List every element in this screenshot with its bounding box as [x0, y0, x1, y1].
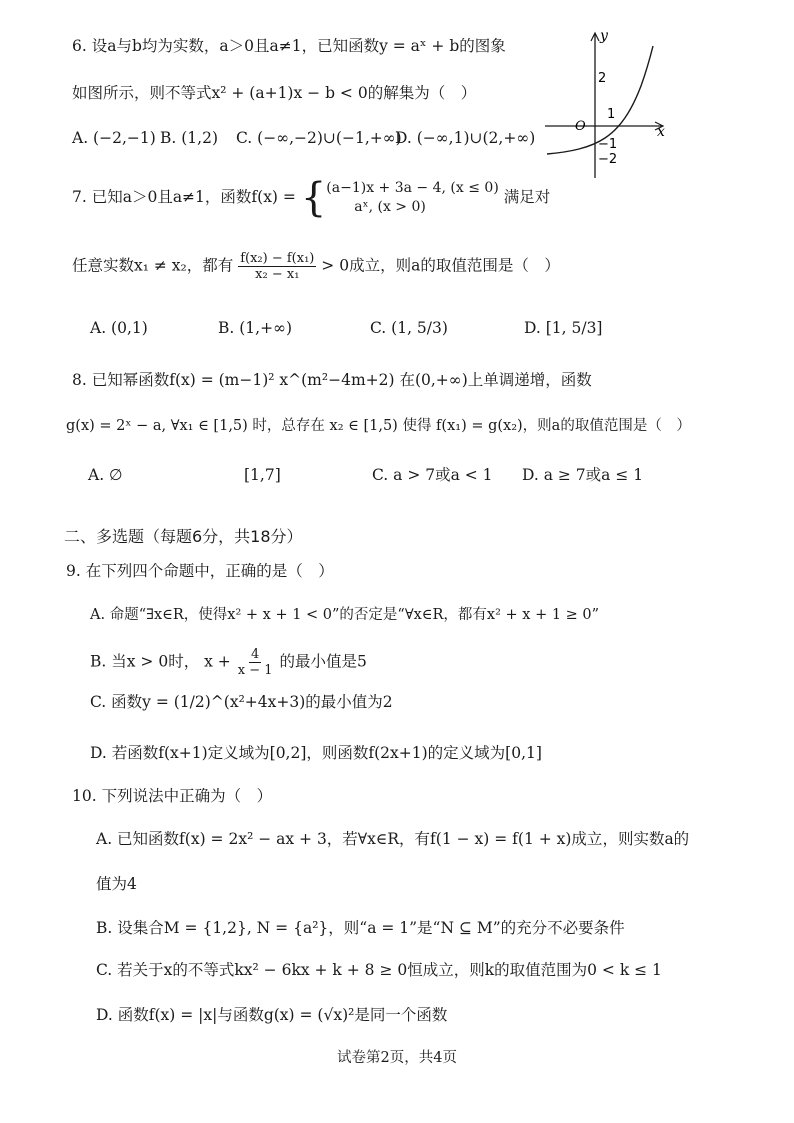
q9-stem: 9. 在下列四个命题中，正确的是（ ） [66, 562, 334, 580]
q7-intro: 7. 已知a＞0且a≠1，函数f(x) = [72, 188, 296, 206]
q7-tail: 满足对 [503, 188, 551, 206]
q10-option-a-line2: 值为4 [96, 875, 137, 893]
q10-option-c: C. 若关于x的不等式kx² − 6kx + k + 8 ≥ 0恒成立，则k的取值范围为0 < k ≤ 1 [96, 961, 662, 979]
q6-option-c: C. (−∞,−2)∪(−1,+∞) [236, 129, 402, 147]
q9-option-d: D. 若函数f(x+1)定义域为[0,2]，则函数f(2x+1)的定义域为[0,1] [90, 744, 542, 762]
q9-option-a: A. 命题“∃x∈R，使得x² + x + 1 < 0”的否定是“∀x∈R，都有x² + x + 1 ≥ 0” [90, 607, 600, 623]
q9-b-fraction [236, 647, 275, 678]
tick-label-minus-2: −2 [598, 152, 618, 167]
q8-line2: g(x) = 2ˣ − a, ∀x₁ ∈ [1,5) 时，总存在 x₂ ∈ [1,5) 使得 f(x₁) = g(x₂)，则a的取值范围是（ ） [66, 418, 691, 434]
tick-label-1: 1 [607, 107, 616, 122]
q7-line2-post: > 0成立，则a的取值范围是（ ） [321, 256, 560, 275]
q7-option-a: A. (0,1) [90, 319, 148, 337]
q9-option-b [90, 647, 367, 678]
q8-option-d: D. a ≥ 7或a ≤ 1 [522, 466, 644, 484]
q6-line1: 6. 设a与b均为实数，a＞0且a≠1，已知函数y = aˣ + b的图象 [72, 37, 506, 55]
q9-b-num: 4 [250, 647, 260, 662]
q7-option-b: B. (1,+∞) [218, 319, 293, 337]
q8-line1: 8. 已知幂函数f(x) = (m−1)² x^(m²−4m+2) 在(0,+∞)上单调递增，函数 [72, 371, 592, 389]
q6-function-graph [545, 28, 670, 180]
q10-option-d: D. 函数f(x) = |x|与函数g(x) = (√x)²是同一个函数 [96, 1006, 448, 1024]
q7-case2: aˣ, (x > 0) [354, 199, 426, 215]
q9-b-post: 的最小值是5 [279, 652, 367, 671]
q6-option-d: D. (−∞,1)∪(2,+∞) [395, 129, 536, 147]
x-axis-label: x [657, 124, 665, 140]
section-2-heading: 二、多选题（每题6分，共18分） [64, 527, 303, 546]
q9-b-x: x + [204, 652, 231, 671]
q9-b-den: x − 1 [237, 663, 273, 678]
q8-option-a: A. ∅ [88, 466, 123, 484]
q7-fraction [238, 251, 316, 282]
page-footer: 试卷第2页，共4页 [337, 1050, 457, 1066]
q7-line2 [72, 251, 560, 282]
q10-option-b: B. 设集合M = {1,2}, N = {a²}，则“a = 1”是“N ⊆ M”的充分不必要条件 [96, 919, 625, 937]
tick-label-minus-1: −1 [598, 137, 618, 152]
q6-line2: 如图所示，则不等式x² + (a+1)x − b < 0的解集为（ ） [72, 84, 477, 102]
q7-option-d: D. [1, 5/3] [524, 319, 603, 337]
q7-frac-den: x₂ − x₁ [255, 267, 300, 282]
q7-case1: (a−1)x + 3a − 4, (x ≤ 0) [326, 180, 499, 196]
q7-line1 [72, 175, 551, 221]
tick-label-2: 2 [598, 71, 607, 86]
q7-piecewise: { (a−1)x + 3a − 4, (x ≤ 0) aˣ, (x > 0) [300, 175, 499, 221]
q9-b-pre: B. 当x > 0时， [90, 652, 200, 671]
q7-line2-pre: 任意实数x₁ ≠ x₂，都有 [72, 256, 234, 275]
q8-option-c: C. a > 7或a < 1 [372, 466, 493, 484]
q8-option-b: [1,7] [244, 466, 281, 484]
q7-frac-num: f(x₂) − f(x₁) [240, 251, 315, 266]
q7-option-c: C. (1, 5/3) [370, 319, 448, 337]
q10-stem: 10. 下列说法中正确为（ ） [72, 787, 273, 805]
q6-option-b: B. (1,2) [160, 129, 218, 147]
q10-option-a-line1: A. 已知函数f(x) = 2x² − ax + 3，若∀x∈R，有f(1 − x) = f(1 + x)成立，则实数a的 [96, 830, 690, 848]
y-axis-label: y [600, 28, 608, 44]
origin-label: O [575, 119, 586, 134]
q9-option-c: C. 函数y = (1/2)^(x²+4x+3)的最小值为2 [90, 693, 393, 711]
q6-option-a: A. (−2,−1) [72, 129, 156, 147]
